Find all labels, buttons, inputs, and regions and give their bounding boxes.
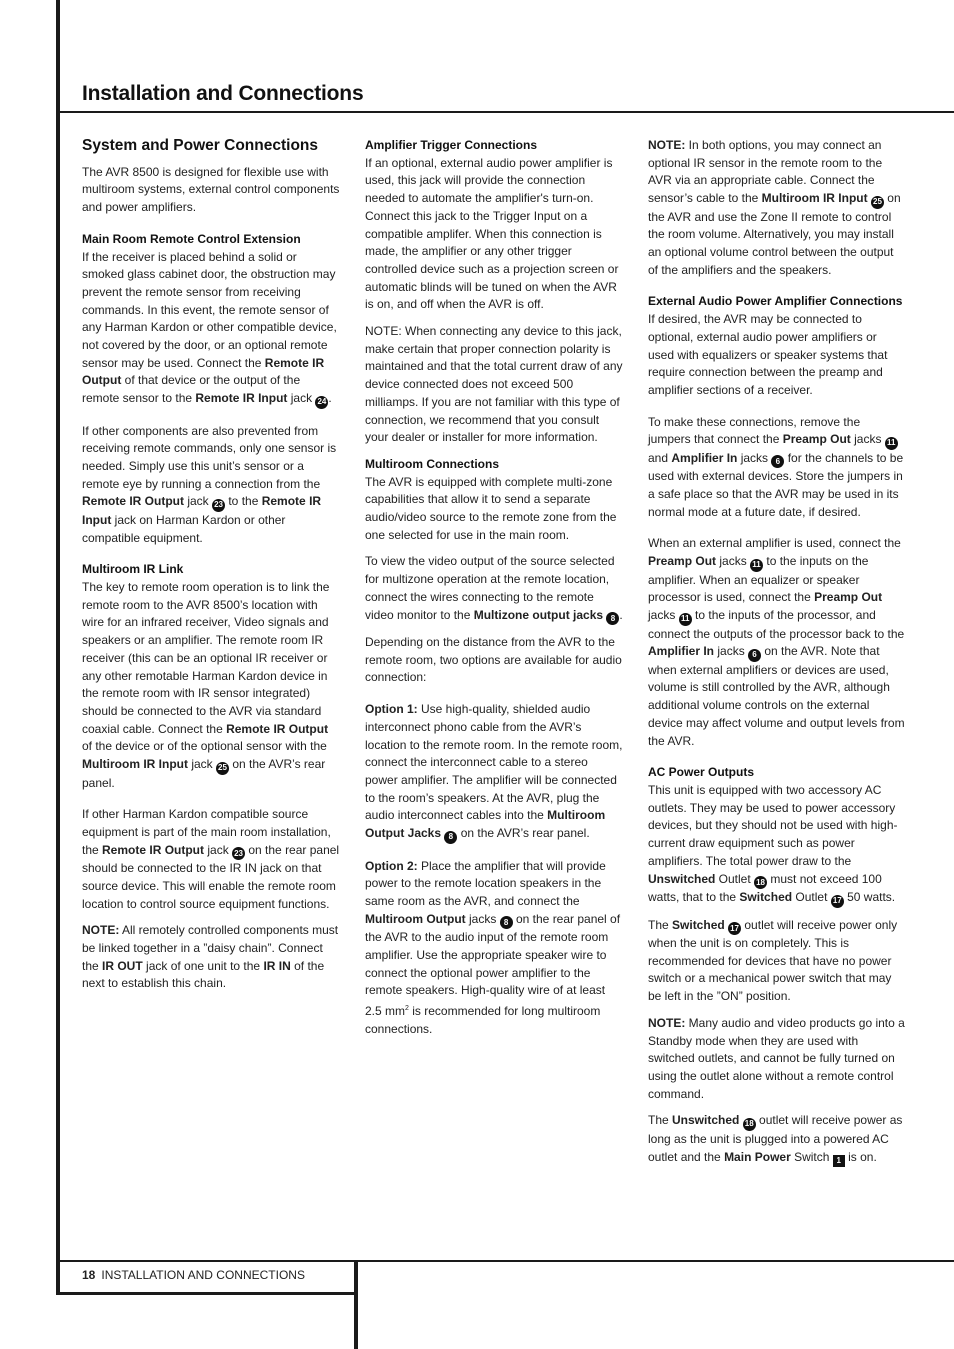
paragraph: If the receiver is placed behind a solid or smoked glass cabinet door, the obstruction may prevent the remote sensor from receiving commands. In this event, the remote sensor of any Harman Kardon or other compatible device, not covered by the door, or an optional remote sensor may be used. Connect the Remote IR Output of that device or the output of the remote sensor to the Remote IR Input jack 24 .: [82, 249, 340, 409]
header-rule: [56, 111, 954, 113]
page-footer: [82, 1268, 305, 1282]
paragraph: To make these connections, remove the jumpers that connect the Preamp Out jacks 11 and Amplifier In jacks 6 for the channels to be used with external devices. Store the jumpers in a safe place so that the AVR may be used in its normal mode at a future date, if desired.: [648, 414, 904, 519]
jack-number-icon: 23: [212, 499, 225, 512]
paragraph: The Unswitched 18 outlet will receive power as long as the unit is plugged into a powered AC outlet and the Main Power Switch 1 is on.: [648, 1113, 903, 1165]
column-1: [82, 137, 340, 1002]
footer-rule: [56, 1260, 356, 1262]
note-paragraph: NOTE: All remotely controlled components must be linked together in a ”daisy chain”. Connect the IR OUT jack of one unit to the IR IN of the next to establish this chain.: [82, 923, 339, 991]
paragraph: This unit is equipped with two accessory AC outlets. They may be used to power accessory devices, but they should not be used with high-current draw equipment such as power amplifiers. The total power draw to the Unswitched Outlet 18 must not exceed 100 watts, that to the Switched Outlet 17 50 watts.: [648, 782, 906, 908]
footer-section-label: INSTALLATION AND CONNECTIONS: [101, 1268, 305, 1282]
column-2: [365, 137, 623, 1047]
paragraph: If an optional, external audio power amplifier is used, this jack will provide the connection needed to automate the amplifier's turn-on. Connect this jack to the Trigger Input on a compatible amplifer. When this connection is made, the amplifier or any other trigger controlled device such as a projection screen or automatic blinds will be tuned on when the AVR is on, and off when the AVR is off.: [365, 155, 619, 312]
paragraph: If desired, the AVR may be connected to optional, external audio power amplifiers or used with equalizers or speaker systems that require connection between the preamp and amplifier sections of a receiver.: [648, 312, 888, 397]
jack-number-icon: 18: [743, 1118, 756, 1131]
jack-number-icon: 17: [831, 895, 844, 908]
subsection-title: Amplifier Trigger Connections: [365, 138, 538, 152]
note-paragraph: NOTE: In both options, you may connect an optional IR sensor in the remote room to the AVR via an appropriate cable. Connect the sensor’s cable to the Multiroom IR Input 25 on the AVR and use the Zone II remote to control the room volume. Alternatively, you may install an optional volume control between the output of the amplifiers and the speakers.: [648, 138, 901, 277]
jack-number-icon: 11: [679, 613, 692, 626]
jack-number-icon: 25: [871, 196, 884, 209]
jack-number-icon: 25: [216, 762, 229, 775]
section-heading: System and Power Connections: [82, 137, 318, 154]
paragraph: If other components are also prevented from receiving remote commands, only one sensor is needed. Simply use this unit’s sensor or a remote eye by running a connection from the Remote IR Output jack 23 to the Remote IR Input jack on Harman Kardon or other compatible equipment.: [82, 423, 337, 545]
subsection-title: External Audio Power Amplifier Connections: [648, 294, 903, 309]
paragraph: The key to remote room operation is to link the remote room to the AVR 8500’s location with wire for an infrared receiver, Video signals and speakers or an amplifier. The remote room IR receiver (this can be an optional IR receiver or any other remotable Harman Kardon device in the remote room with IR sensor integrated) should be connected to the AVR via standard coaxial cable. Connect the Remote IR Output of the device or of the optional sensor with the Multiroom IR Input jack 25 on the AVR’s rear panel.: [82, 580, 330, 790]
footer-rule-bottom: [56, 1292, 356, 1295]
jack-number-icon: 17: [728, 922, 741, 935]
subsection-title: Main Room Remote Control Extension: [82, 231, 301, 246]
footer-rule-right: [358, 1260, 954, 1262]
footer-divider: [354, 1260, 358, 1349]
page-title: Installation and Connections: [82, 82, 364, 105]
note-paragraph: NOTE: When connecting any device to this jack, make certain that proper connection polarity is maintained and that the total current draw of any device connected does not exceed 500 milliamps. If you are not familiar with this type of connection, we recommend that you consult your dealer or installer for more information.: [365, 324, 623, 445]
paragraph: When an external amplifier is used, connect the Preamp Out jacks 11 to the inputs on the amplifier. When an equalizer or speaker processor is used, connect the Preamp Out jacks 11 to the inputs of the processor, and connect the outputs of the processor back to the Amplifier In jacks 6 on the AVR. Note that when external amplifiers or devices are used, volume is still controlled by the AVR, although additional volume controls on the external device may affect volume and output levels from the AVR.: [648, 536, 905, 748]
jack-number-icon: 18: [754, 876, 767, 889]
jack-number-icon: 8: [606, 612, 619, 625]
jack-number-icon: 6: [748, 649, 761, 662]
left-margin-bar: [56, 0, 60, 1295]
page-number: 18: [82, 1268, 96, 1282]
option-1-paragraph: Option 1: Use high-quality, shielded audio interconnect phono cable from the AVR’s location to the remote room. In the remote room, connect the interconnect cable to a stereo power amplifier. The amplifier will be connected to the room’s speakers. At the AVR, plug the audio interconnect cables into the Multiroom Output Jacks 8 on the AVR’s rear panel.: [365, 701, 623, 843]
paragraph: To view the video output of the source selected for multizone operation at the remote location, connect the wires connecting to the remote video monitor to the Multizone output jacks 8 .: [365, 553, 623, 625]
jack-number-icon: 11: [750, 559, 763, 572]
note-paragraph: NOTE: Many audio and video products go into a Standby mode when they are used with switched outlets, and cannot be fully turned on using the outlet alone without a remote control command.: [648, 1015, 905, 1101]
jack-number-icon: 24: [315, 396, 328, 409]
jack-number-icon: 23: [232, 847, 245, 860]
jack-number-icon: 6: [771, 455, 784, 468]
switch-number-icon: 1: [833, 1155, 845, 1167]
subsection-title: Multiroom IR Link: [82, 562, 184, 577]
intro-paragraph: The AVR 8500 is designed for flexible use with multiroom systems, external control components and power amplifiers.: [82, 164, 340, 215]
paragraph: The AVR is equipped with complete multi-zone capabilities that allow it to send a separate audio/video source to the remote zone from the one selected for use in the main room.: [365, 474, 617, 542]
jack-number-icon: 8: [444, 831, 457, 844]
paragraph: The Switched 17 outlet will receive power only when the unit is on completely. This is recommended for devices that have no power switch or a mechanical power switch that may be left in the ”ON” position.: [648, 917, 898, 1004]
option-2-paragraph: Option 2: Place the amplifier that will provide power to the remote location speakers in the same room as the AVR, and connect the Multiroom Output jacks 8 on the rear panel of the AVR to the audio input of the remote room amplifier. Use the appropriate speaker wire to connect the optional power amplifier to the remote speakers. High-quality wire of at least 2.5 $mm^2$ is recommended for long multiroom connections.: [365, 858, 621, 1036]
subsection-title: Multiroom Connections: [365, 456, 499, 471]
jack-number-icon: 8: [500, 916, 513, 929]
paragraph: Depending on the distance from the AVR to the remote room, two options are available for audio connection:: [365, 635, 622, 685]
paragraph: If other Harman Kardon compatible source equipment is part of the main room installation, the Remote IR Output jack 23 on the rear panel should be connected to the IR IN jack on that source device. This will enable the remote room location to control source equipment functions.: [82, 807, 340, 911]
column-3: [648, 137, 906, 1176]
jack-number-icon: 11: [885, 437, 898, 450]
subsection-title: AC Power Outputs: [648, 765, 755, 780]
